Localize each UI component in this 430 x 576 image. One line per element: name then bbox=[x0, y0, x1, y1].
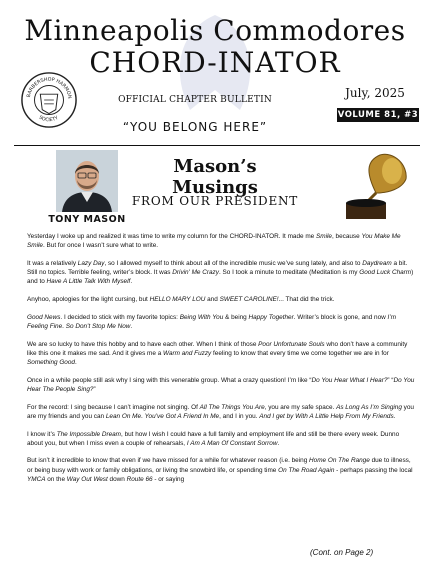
text-run: ” “ bbox=[387, 376, 394, 384]
barbershop-harmony-society-logo bbox=[20, 71, 78, 129]
author-photo bbox=[56, 150, 118, 212]
article-paragraph bbox=[27, 430, 415, 448]
article-paragraph bbox=[27, 456, 415, 484]
text-run: . But for once I wasn’t sure what to write. bbox=[42, 242, 159, 250]
text-run: , so I allowed myself to think about all of the incredible music we’ve sung lately, and also to bbox=[104, 259, 363, 267]
song-title: Good News bbox=[27, 313, 61, 321]
text-run: feeling to know that every time we come together we are in for bbox=[211, 349, 389, 357]
song-title: Lean On Me bbox=[105, 412, 142, 420]
text-run: due to illness, or being busy with work or family obligations, or living the snowbird life, or spending time bbox=[27, 457, 411, 474]
song-title: Good Luck Charm bbox=[359, 269, 412, 277]
text-run: . bbox=[277, 439, 280, 447]
song-title: Being With You bbox=[179, 313, 224, 321]
gramophone-icon bbox=[336, 153, 410, 225]
svg-text:SOCIETY: SOCIETY bbox=[37, 115, 60, 124]
article-paragraph bbox=[27, 376, 415, 394]
text-run: and bbox=[205, 296, 220, 304]
text-run: It was a relatively bbox=[27, 259, 78, 267]
text-run: Yesterday I woke up and realized it was time to write my column for the CHORD-INATOR. It made me bbox=[27, 233, 316, 240]
song-title: Something Good bbox=[27, 359, 75, 367]
song-title: Have A Little Talk With Myself bbox=[46, 278, 131, 286]
text-run: ) and to bbox=[27, 269, 414, 286]
text-run: . bbox=[141, 412, 145, 420]
text-run: Anyhoo, apologies for the light cursing, but bbox=[27, 296, 150, 304]
svg-text:BARBERSHOP HARMONY: BARBERSHOP HARMON bbox=[26, 77, 72, 100]
song-title: Smile bbox=[315, 233, 332, 240]
text-run: I know it’s bbox=[27, 430, 57, 438]
text-run: , but how I wish I could have a full family and employment life and still be there every week. Dunno about you, but when I miss even a couple of rehearsals, bbox=[27, 430, 400, 447]
bulletin-label: OFFICIAL CHAPTER BULLETIN bbox=[118, 95, 272, 105]
text-run: - perhaps passing the local bbox=[334, 466, 413, 474]
song-title: On The Road Again bbox=[278, 466, 335, 474]
text-run: , because bbox=[331, 233, 362, 240]
song-title: YMCA bbox=[27, 475, 46, 483]
text-run: , and I in you. bbox=[219, 412, 260, 420]
masthead-divider bbox=[14, 145, 420, 146]
song-title: You’ve Got A Friend In Me bbox=[144, 412, 220, 420]
song-title: All The Things You Are bbox=[199, 403, 265, 411]
newsletter-name: CHORD-INATOR bbox=[89, 46, 341, 79]
text-run: , you are my safe space. bbox=[264, 403, 337, 411]
song-title: Home On The Range bbox=[309, 457, 370, 465]
motto: “YOU BELONG HERE” bbox=[122, 120, 268, 134]
song-title: Daydream bbox=[362, 259, 392, 267]
song-title: SWEET CAROLINE! bbox=[219, 296, 279, 304]
text-run: ” bbox=[93, 385, 96, 393]
song-title: You Make Me Smile bbox=[27, 233, 401, 250]
song-title: HELLO MARY LOU bbox=[149, 296, 206, 304]
article-paragraph bbox=[27, 259, 415, 287]
text-run: a bit. Still no topics. Terrible feeling, writer’s block. It was bbox=[27, 259, 408, 277]
text-run: who don’t have a community like this one it makes me sad. And it gives me a bbox=[27, 340, 408, 357]
song-title: Way Out West bbox=[66, 475, 108, 483]
continued-note: (Cont. on Page 2) bbox=[310, 548, 374, 557]
text-run: But isn’t it incredible to know that even if we have missed for a while for whatever reason (i.e. being bbox=[27, 457, 310, 465]
issue-date: July, 2025 bbox=[345, 86, 405, 100]
song-title: The Impossible Dream bbox=[56, 430, 122, 438]
author-name: TONY MASON bbox=[48, 214, 126, 225]
text-run: down bbox=[107, 475, 127, 483]
volume-badge: VOLUME 81, #3 bbox=[337, 110, 419, 120]
article-paragraph bbox=[27, 403, 415, 421]
text-run: For the record: I sing because I can’t imagine not singing. Of bbox=[27, 403, 200, 411]
text-run: you are my friends and you can bbox=[27, 403, 414, 420]
song-title: Do You Hear The People Sing? bbox=[27, 376, 415, 393]
song-title: Do You Hear What I Hear? bbox=[311, 376, 388, 384]
text-run: & being bbox=[223, 313, 249, 321]
song-title: Route 66 bbox=[126, 475, 153, 483]
article-paragraph bbox=[27, 232, 415, 250]
masthead-title: Minneapolis Commodores bbox=[24, 14, 406, 47]
text-run: . bbox=[62, 322, 66, 330]
song-title: And I get by With A Little Help From My Friends bbox=[259, 412, 394, 420]
song-title: So Don’t Stop Me Now bbox=[65, 322, 131, 330]
text-run: Once in a while people still ask why I sing with this venerable group. What a crazy question! I’m like “ bbox=[27, 376, 312, 384]
article-body bbox=[27, 232, 415, 493]
song-title: Lazy Day bbox=[77, 259, 105, 267]
song-title: Drivin' Me Crazy bbox=[172, 269, 219, 277]
song-title: As Long As I’m Singing bbox=[336, 403, 402, 411]
text-run: . Writer’s block is gone, and now bbox=[293, 313, 388, 321]
text-run: . So I took a minute to meditate (Meditation is my bbox=[218, 269, 360, 277]
text-run: . bbox=[130, 278, 133, 286]
article-paragraph bbox=[27, 313, 415, 331]
text-run: We are so lucky to have this hobby and to have each other. When I think of those bbox=[27, 340, 259, 348]
song-title: Warm and Fuzzy bbox=[163, 349, 212, 357]
song-title: I Am A Man Of Constant Sorrow bbox=[186, 439, 278, 447]
song-title: Poor Unfortunate Souls bbox=[258, 340, 325, 348]
column-title: Mason’s Musings bbox=[172, 156, 258, 198]
song-title: I’m Feeling Fine bbox=[27, 313, 397, 330]
text-run: . I decided to stick with my favorite topics: bbox=[60, 313, 180, 321]
text-run: . bbox=[74, 359, 77, 367]
text-run: ... That did the trick. bbox=[278, 296, 335, 304]
column-subtitle: FROM OUR PRESIDENT bbox=[131, 194, 299, 208]
text-run: . bbox=[130, 322, 133, 330]
article-paragraph bbox=[27, 340, 415, 368]
text-run: - or saying bbox=[152, 475, 185, 483]
song-title: Happy Together bbox=[248, 313, 294, 321]
text-run: . bbox=[393, 412, 396, 420]
article-paragraph bbox=[27, 295, 415, 304]
text-run: on the bbox=[45, 475, 67, 483]
